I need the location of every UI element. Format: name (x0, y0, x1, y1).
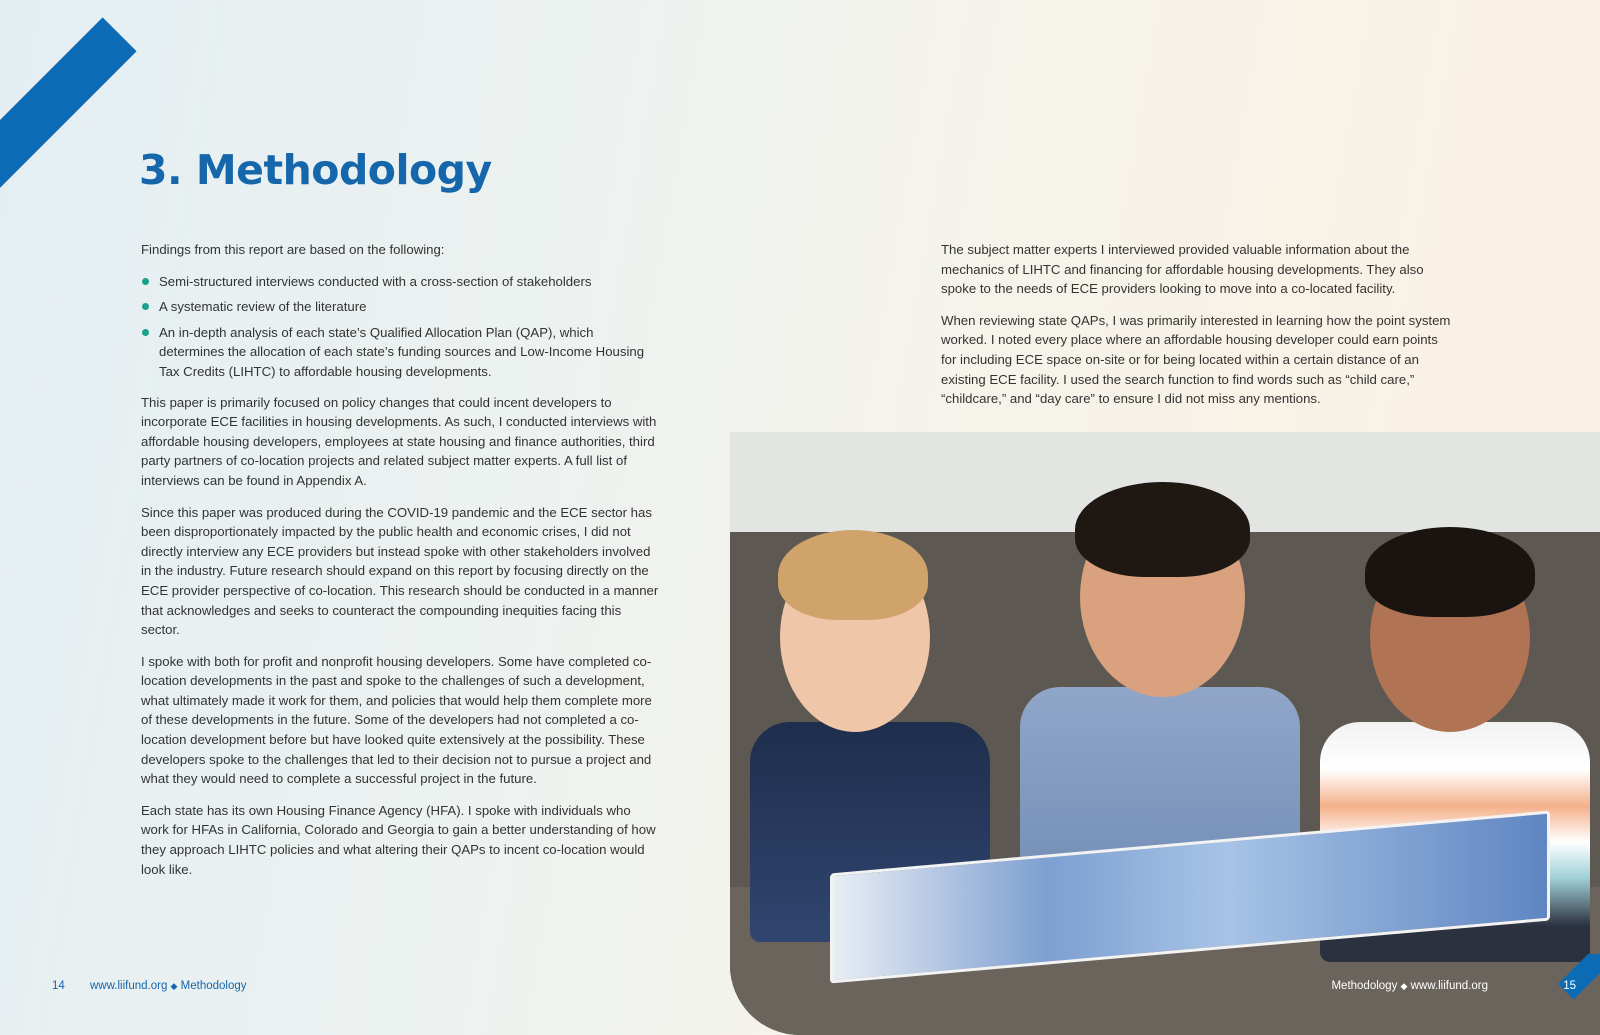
footer-site-link[interactable]: www.liifund.org (1410, 980, 1488, 992)
list-item: A systematic review of the literature (141, 297, 661, 317)
right-footer (1331, 980, 1488, 992)
body-paragraph: Since this paper was produced during the COVID-19 pandemic and the ECE sector has been disproportionately impacted by the public health and economic crises, I did not directly interview any ECE providers but instead spoke with other stakeholders involved in the industry. Future research should expand on this report by focusing directly on the ECE provider perspective of co-location. This research should be conducted in a manner that acknowledges and seeks to counteract the compounding inequities facing this sector. (141, 504, 659, 638)
right-body (941, 240, 1456, 421)
bullet-list (141, 272, 661, 382)
list-item: Semi-structured interviews conducted with a cross-section of stakeholders (141, 272, 661, 292)
page-number: 14 (52, 980, 65, 992)
children-reading-photo (730, 432, 1600, 1035)
body-paragraph: When reviewing state QAPs, I was primarily interested in learning how the point system worked. I noted every place where an affordable housing developer could earn points for including ECE space on-site or for being located within a certain distance of an existing ECE facility. I used the search function to find words such as “child care,” “childcare,” and “day care” to ensure I did not miss any mentions. (941, 312, 1451, 407)
footer-section: Methodology (1331, 980, 1398, 992)
bullet-dot-icon (142, 278, 149, 285)
body-paragraph: This paper is primarily focused on policy changes that could incent developers to incorporate ECE facilities in housing developments. As such, I conducted interviews with affordable housing developers, employees at state housing and finance authorities, third party partners of co-location projects and related subject matter experts. A full list of interviews can be found in Appendix A. (141, 394, 657, 488)
list-item: An in-depth analysis of each state’s Qualified Allocation Plan (QAP), which determines the allocation of each state’s funding sources and Low-Income Housing Tax Credits (LIHTC) to affordable housing developments. (141, 323, 661, 382)
left-footer (52, 980, 247, 992)
intro-paragraph: Findings from this report are based on the following: (141, 242, 445, 257)
footer-site-link[interactable]: www.liifund.org (90, 980, 168, 992)
page-title: 3. Methodology (139, 146, 492, 194)
page-number: 15 (1563, 980, 1576, 992)
decorative-stripe (0, 17, 137, 214)
diamond-icon: ◆ (1400, 981, 1408, 991)
bullet-dot-icon (142, 329, 149, 336)
diamond-icon: ◆ (170, 981, 178, 991)
footer-section: Methodology (180, 980, 247, 992)
bullet-dot-icon (142, 303, 149, 310)
body-paragraph: I spoke with both for profit and nonprofit housing developers. Some have completed co-location developments in the past and spoke to the challenges of such a development, what ultimately made it work for them, and policies that would help them complete more of these developments in the future. Some of the developers had not completed a co-location development before but have looked quite extensively at the possibility. These developers spoke to the challenges that led to their decision not to pursue a project and what they would need to complete a successful project in the future. (141, 653, 652, 787)
body-paragraph: The subject matter experts I interviewed provided valuable information about the mechanics of LIHTC and financing for affordable housing developments. They also spoke to the needs of ECE providers looking to move into a co-located facility. (941, 242, 1424, 297)
body-paragraph: Each state has its own Housing Finance Agency (HFA). I spoke with individuals who work for HFAs in California, Colorado and Georgia to gain a better understanding of how they approach LIHTC policies and what altering their QAPs to incent co-location would look like. (141, 802, 656, 877)
left-body (141, 240, 661, 891)
